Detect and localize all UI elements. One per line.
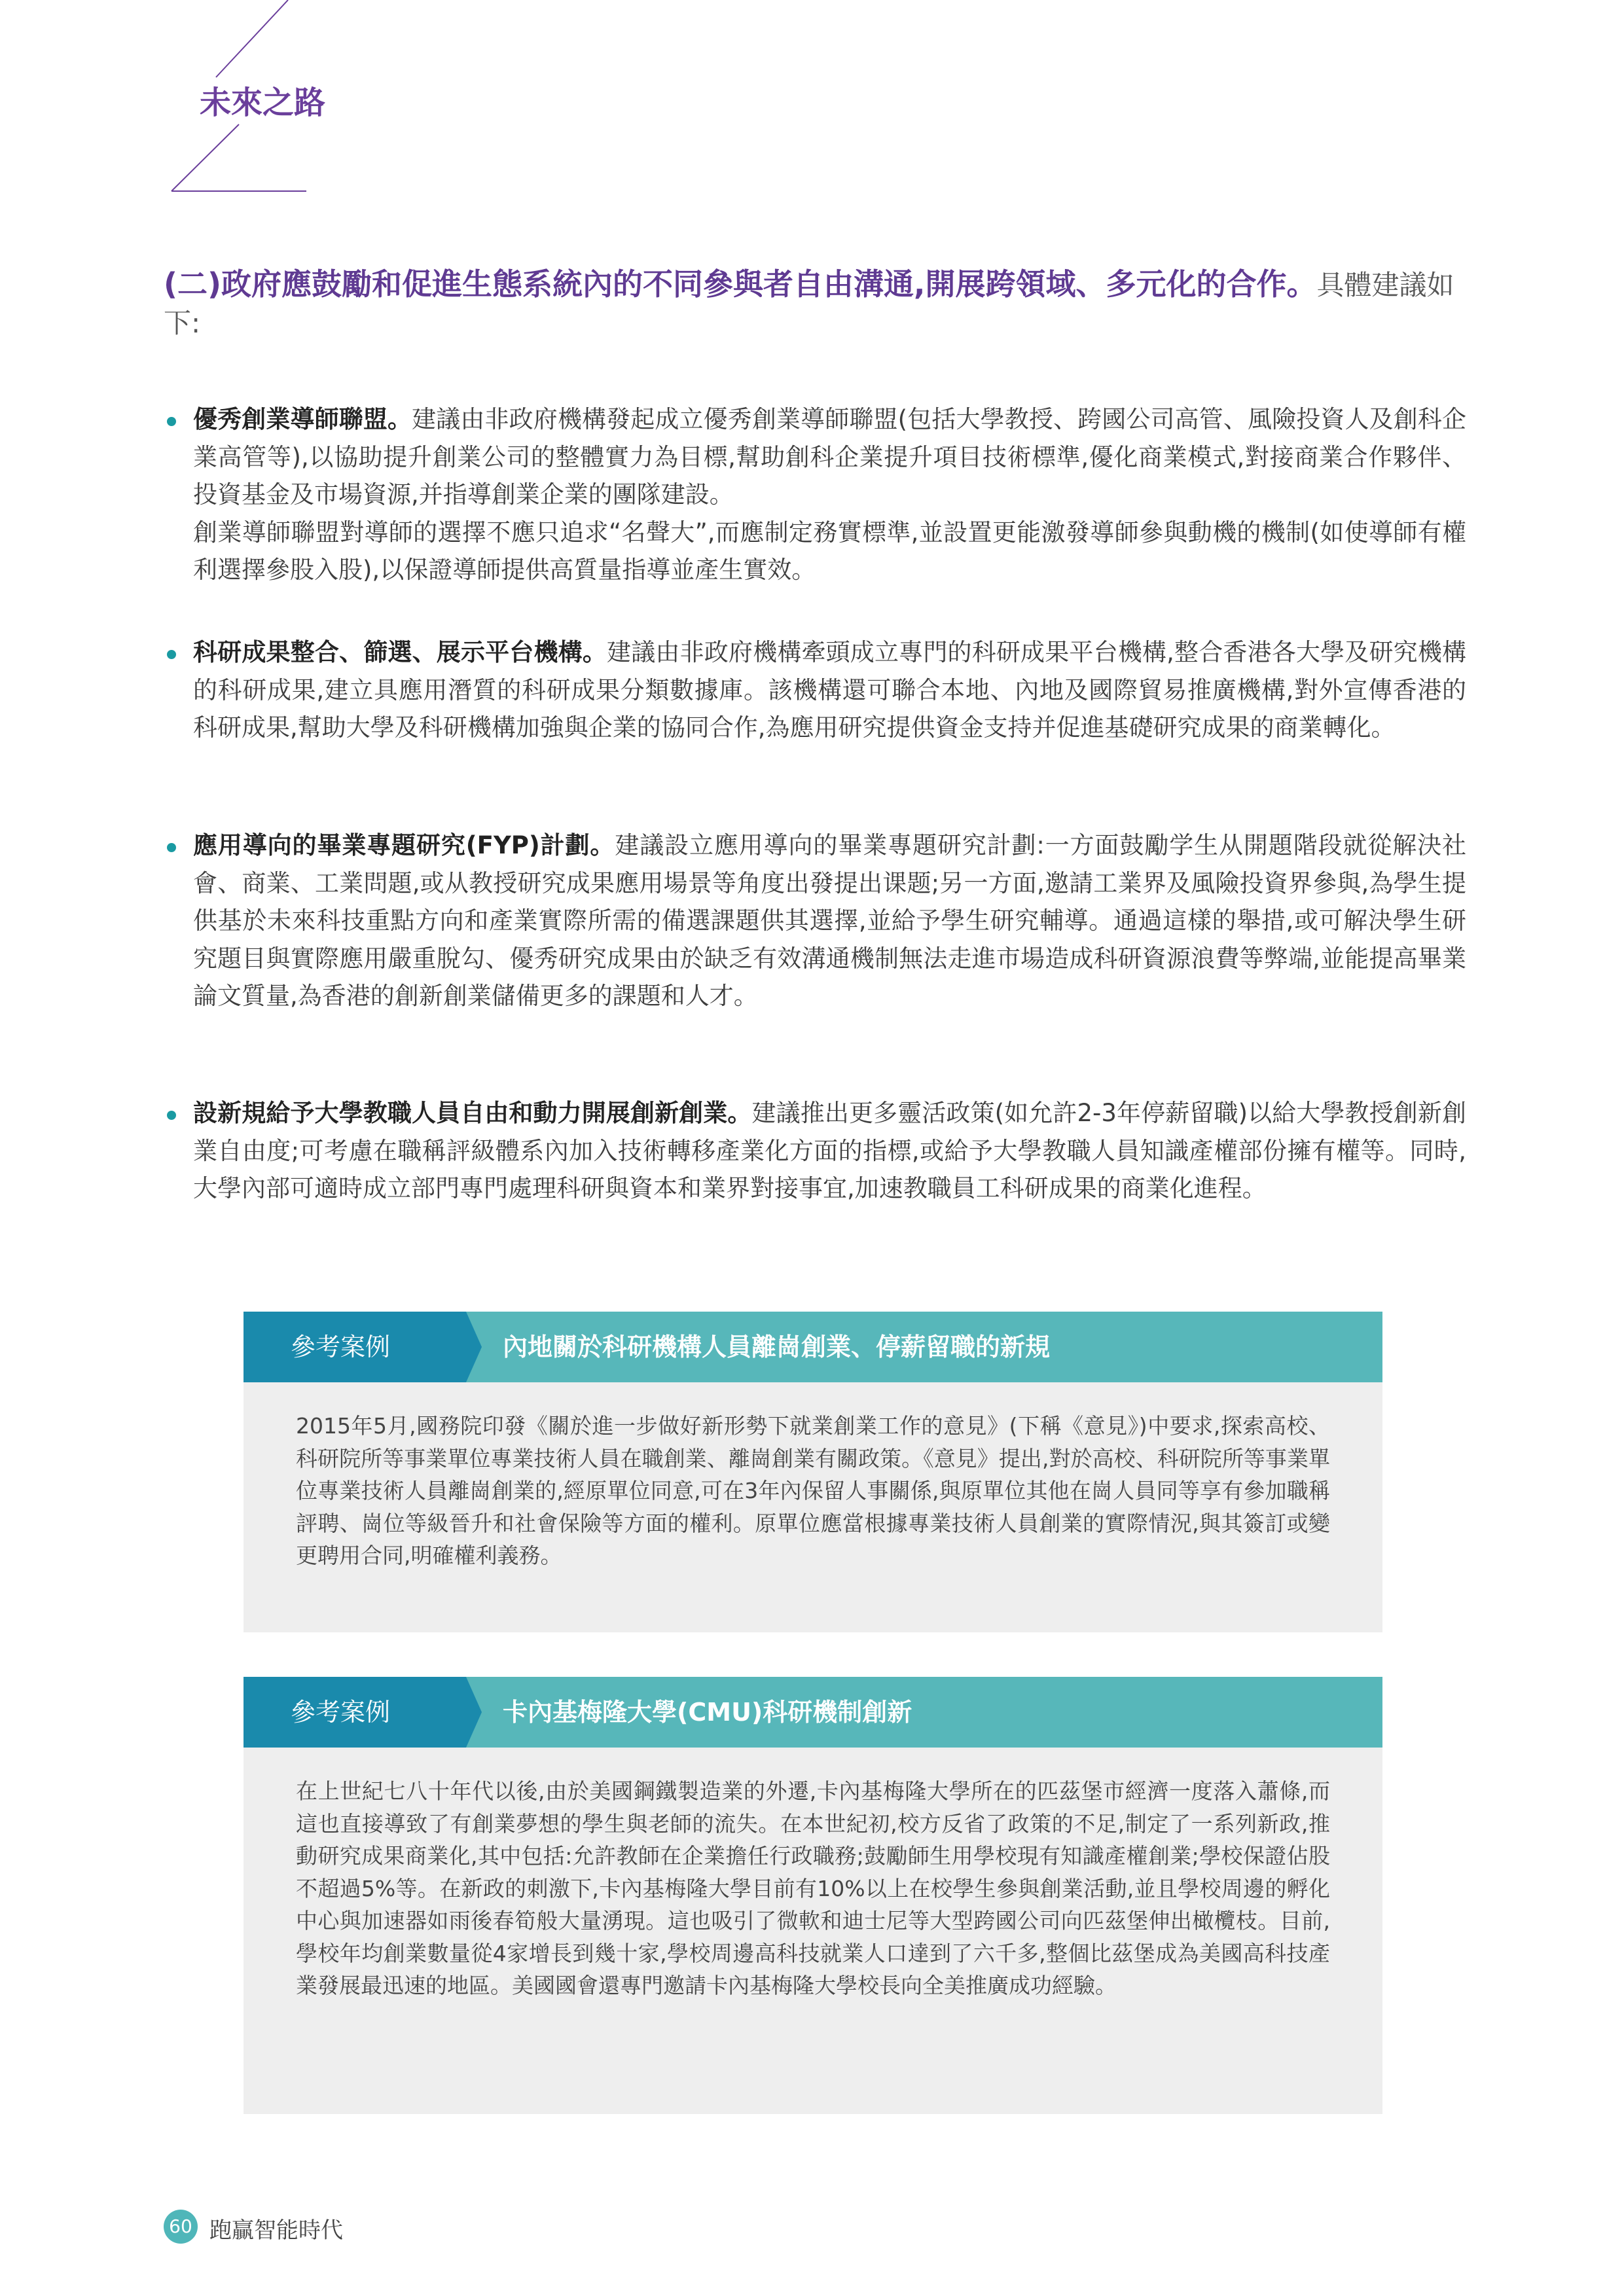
page-number-badge: 60	[164, 2210, 198, 2244]
bullet-text: 建議設立應用導向的畢業專題研究計劃:一方面鼓勵学生从開題階段就從解決社會、商業、工業問題,或从教授研究成果應用場景等角度出發提出课题;另一方面,邀請工業界及風險投資界參與,為學生提供基於未來科技重點方向和產業實際所需的備選課題供其選擇,並給予學生研究輔導。通過這樣的舉措,或可解決學生研究題目與實際應用嚴重脫勾、優秀研究成果由於缺乏有效溝通機制無法走進市場造成科研資源浪費等弊端,並能提高畢業論文質量,為香港的創新創業儲備更多的課題和人才。	[193, 831, 1466, 1010]
bullet-lead: 設新規給予大學教職人員自由和動力開展創新創業。	[193, 1099, 752, 1127]
bullet-body	[193, 634, 1466, 747]
section-heading-bold: (二)政府應鼓勵和促進生態系統內的不同參與者自由溝通,開展跨領域、多元化的合作。	[164, 266, 1317, 302]
arrow-right-icon	[466, 1677, 482, 1748]
arrow-right-icon	[466, 1312, 482, 1382]
bullet-item	[167, 401, 1466, 589]
case-title: 內地關於科研機構人員離崗創業、停薪留職的新規	[466, 1312, 1382, 1382]
bullet-item	[167, 1094, 1466, 1208]
bullet-dot-icon	[167, 843, 176, 852]
bullet-lead: 應用導向的畢業專題研究(FYP)計劃。	[193, 831, 615, 859]
bullet-body	[193, 827, 1466, 1015]
case-body: 2015年5月,國務院印發《關於進一步做好新形勢下就業創業工作的意見》(下稱《意見》)中要求,探索高校、科研院所等事業單位專業技術人員在職創業、離崗創業有關政策。《意見》提出,對於高校、科研院所等事業單位專業技術人員離崗創業的,經原單位同意,可在3年內保留人事關係,與原單位其他在崗人員同等享有參加職稱評聘、崗位等級晉升和社會保險等方面的權利。原單位應當根據專業技術人員創業的實際情況,與其簽訂或變更聘用合同,明確權利義務。	[296, 1413, 1330, 1568]
bullet-body	[193, 1094, 1466, 1208]
bullet-text: 建議由非政府機構牽頭成立專門的科研成果平台機構,整合香港各大學及研究機構的科研成果,建立具應用潛質的科研成果分類數據庫。該機構還可聯合本地、內地及國際貿易推廣機構,對外宣傳香港的科研成果,幫助大學及科研機構加強與企業的協同合作,為應用研究提供資金支持并促進基礎研究成果的商業轉化。	[193, 638, 1467, 742]
bullet-dot-icon	[167, 1111, 176, 1120]
bullet-lead: 科研成果整合、篩選、展示平台機構。	[193, 638, 607, 666]
bullet-dot-icon	[167, 650, 176, 659]
case-body: 在上世紀七八十年代以後,由於美國鋼鐵製造業的外遷,卡內基梅隆大學所在的匹茲堡市經濟一度落入蕭條,而這也直接導致了有創業夢想的學生與老師的流失。在本世紀初,校方反省了政策的不足,制定了一系列新政,推動研究成果商業化,其中包括:允許教師在企業擔任行政職務;鼓勵師生用學校現有知識產權創業;學校保證佔股不超過5%等。在新政的刺激下,卡內基梅隆大學目前有10%以上在校學生參與創業活動,並且學校周邊的孵化中心與加速器如雨後春筍般大量湧現。這也吸引了微軟和迪士尼等大型跨國公司向匹茲堡伸出橄欖枝。目前,學校年均創業數量從4家增長到幾十家,學校周邊高科技就業人口達到了六千多,整個比茲堡成為美國高科技產業發展最迅速的地區。美國國會還專門邀請卡內基梅隆大學校長向全美推廣成功經驗。	[296, 1778, 1330, 1998]
bullet-text: 建議由非政府機構發起成立優秀創業導師聯盟(包括大學教授、跨國公司高管、風險投資人及創科企業高管等),以協助提升創業公司的整體實力為目標,幫助創科企業提升項目技術標準,優化商業模式,對接商業合作夥伴、投資基金及市場資源,并指導創業企業的團隊建設。	[193, 405, 1466, 509]
chapter-label: 未來之路	[200, 84, 326, 121]
bullet-dot-icon	[167, 417, 176, 426]
publication-title: 跑贏智能時代	[209, 2217, 343, 2244]
reference-case-box	[244, 1677, 1382, 2114]
bullet-body	[193, 401, 1466, 514]
bullet-lead: 優秀創業導師聯盟。	[193, 405, 412, 433]
bullet-item	[167, 827, 1466, 1015]
case-tag: 參考案例	[244, 1677, 466, 1748]
case-tag: 參考案例	[244, 1312, 466, 1382]
case-header	[244, 1677, 1382, 1748]
corner-line-decoration	[0, 0, 393, 209]
section-heading-rest: 具體建議如下:	[164, 269, 1454, 339]
bullet-text-2: 創業導師聯盟對導師的選擇不應只追求“名聲大”,而應制定務實標準,並設置更能激發導師參與動機的機制(如使導師有權利選擇參股入股),以保證導師提供高質量指導並產生實效。	[193, 518, 1466, 584]
bullet-item	[167, 634, 1466, 747]
reference-case-box	[244, 1312, 1382, 1632]
section-heading	[164, 265, 1473, 342]
case-title: 卡內基梅隆大學(CMU)科研機制創新	[466, 1677, 1382, 1748]
case-header	[244, 1312, 1382, 1382]
bullet-text: 建議推出更多靈活政策(如允許2-3年停薪留職)以給大學教授創新創業自由度;可考慮在職稱評級體系內加入技術轉移產業化方面的指標,或給予大學教職人員知識產權部份擁有權等。同時,大學內部可適時成立部門專門處理科研與資本和業界對接事宜,加速教職員工科研成果的商業化進程。	[193, 1099, 1466, 1202]
